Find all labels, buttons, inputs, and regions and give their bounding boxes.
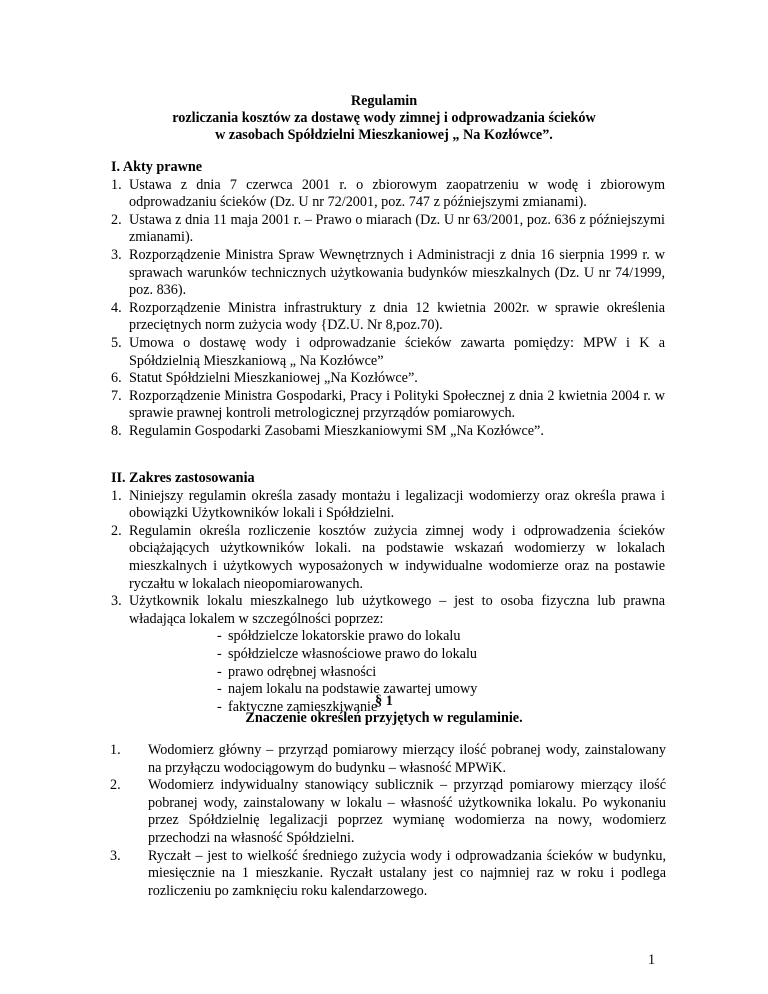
sublist-item: - najem lokalu na podstawie zawartej umowy — [217, 681, 665, 699]
document-title — [110, 93, 658, 144]
list-item: 5. Umowa o dostawę wody i odprowadzanie ścieków zawarta pomiędzy: MPW i K a Spółdzielnią Mieszkaniową „ Na Kozłówce” — [111, 334, 665, 369]
list-item: 4. Rozporządzenie Ministra infrastruktury z dnia 12 kwietnia 2002r. w sprawie określenia przeciętnych norm zużycia wody {DZ.U. Nr 8,poz.70). — [111, 299, 665, 334]
page-number: 1 — [648, 952, 656, 968]
list-item: 1. Wodomierz główny – przyrząd pomiarowy mierzący ilość pobranej wody, zainstalowany na przyłączu wodociągowym do budynku – własność MPWiK. — [110, 742, 666, 776]
list-item: 3. Ryczałt – jest to wielkość średniego zużycia wody i odprowadzania ścieków w budynku, miesięcznie na 1 mieszkanie. Ryczałt ustalany jest co najmniej raz w roku i podlega rozliczeniu po zamknięciu roku kalendarzowego. — [110, 847, 666, 899]
list-item: 8. Regulamin Gospodarki Zasobami Mieszkaniowymi SM „Na Kozłówce”. — [111, 422, 544, 439]
list-item: 2. Ustawa z dnia 11 maja 2001 r. – Prawo o miarach (Dz. U nr 63/2001, poz. 636 z późniejszymi zmianami). — [111, 211, 665, 246]
list-item: 1. Niniejszy regulamin określa zasady montażu i legalizacji wodomierzy oraz określa prawa i obowiązki Użytkowników lokali i Spółdzielni. — [111, 487, 665, 522]
section-scope — [111, 470, 665, 716]
title-line-1: Regulamin — [350, 93, 418, 109]
section-heading: I. Akty prawne — [111, 159, 203, 175]
title-line-2: rozliczania kosztów za dostawę wody zimnej i odprowadzania ścieków — [172, 110, 596, 126]
definitions-list — [110, 742, 666, 900]
paragraph-symbol: § 1 — [375, 693, 393, 709]
list-item: 2. Regulamin określa rozliczenie kosztów zużycia zimnej wody i odprowadzenia ścieków obciążających użytkowników lokali. na podstawie wskazań wodomierzy w lokalach mieszkalnych i użytkowych wyposażonych w indywidualne wodomierze oraz na postawie ryczałtu w lokalach nieopomiarowanych. — [111, 522, 665, 592]
paragraph-title: Znaczenie określeń przyjętych w regulaminie. — [245, 710, 523, 726]
list-item: 3. Rozporządzenie Ministra Spraw Wewnętrznych i Administracji z dnia 16 sierpnia 1999 r. w sprawach warunków technicznych użytkowania budynków mieszkalnych (Dz. U nr 74/1999, poz. 836). — [111, 246, 665, 299]
sublist-item: - spółdzielcze lokatorskie prawo do lokalu — [217, 628, 665, 646]
sublist-item: - prawo odrębnej własności — [217, 664, 665, 682]
sublist-item: - spółdzielcze własnościowe prawo do lokalu — [217, 646, 665, 664]
title-line-3: w zasobach Spółdzielni Mieszkaniowej „ Na Kozłówce”. — [215, 127, 553, 143]
list-item: 3. Użytkownik lokalu mieszkalnego lub użytkowego – jest to osoba fizyczna lub prawna władająca lokalem w szczególności poprzez: — [111, 593, 665, 627]
paragraph-heading — [110, 693, 658, 727]
section-heading: II. Zakres zastosowania — [111, 470, 255, 486]
sublist-item: - faktyczne zamieszkiwanie — [217, 699, 665, 717]
section-legal-acts — [111, 159, 665, 441]
list-item: 1. Ustawa z dnia 7 czerwca 2001 r. o zbiorowym zaopatrzeniu w wodę i zbiorowym odprowadzaniu ścieków (Dz. U nr 72/2001, poz. 747 z późniejszymi zmianami). — [111, 176, 665, 211]
list-item: 7. Rozporządzenie Ministra Gospodarki, Pracy i Polityki Społecznej z dnia 2 kwietnia 2004 r. w sprawie prawnej kontroli metrologicznej przyrządów pomiarowych. — [111, 387, 665, 422]
list-item: 6. Statut Spółdzielni Mieszkaniowej „Na Kozłówce”. — [111, 370, 418, 387]
list-item: 2. Wodomierz indywidualny stanowiący sublicznik – przyrząd pomiarowy mierzący ilość pobranej wody, zainstalowany w lokalu – własność użytkownika lokalu. Po wykonaniu przez Spółdzielnię legalizacji poprzez wymianę wodomierza na nowy, wodomierz przechodzi na własność Spółdzielni. — [110, 777, 666, 846]
